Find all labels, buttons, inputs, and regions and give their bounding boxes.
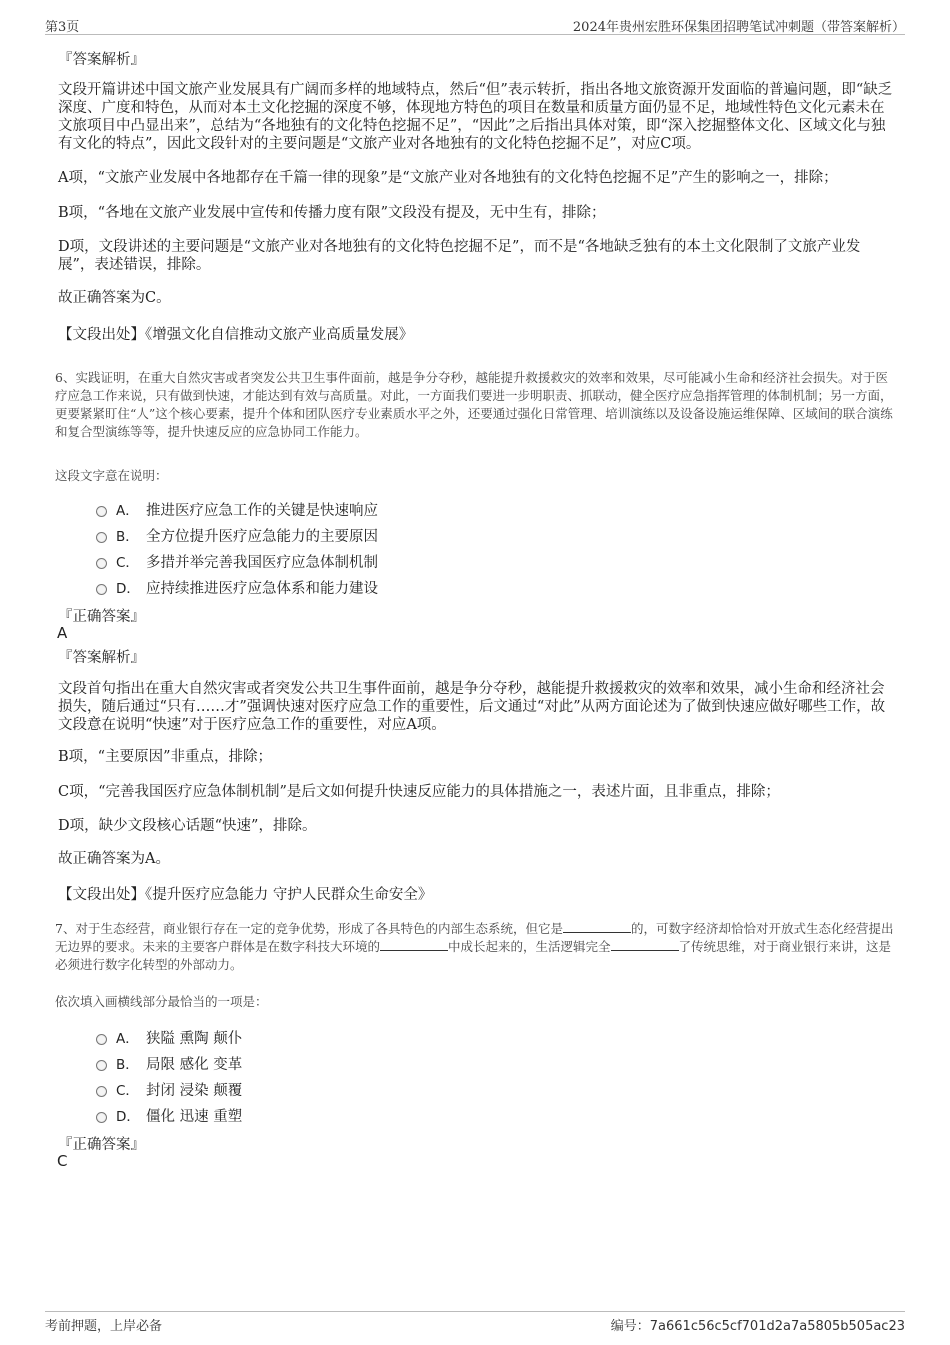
question-7-option-a[interactable]: A． 狭隘 熏陶 颠仆	[96, 1028, 242, 1046]
question-7-option-b[interactable]: B． 局限 感化 变革	[96, 1054, 242, 1072]
document-title: 2024年贵州宏胜环保集团招聘笔试冲刺题（带答案解析）	[572, 20, 905, 35]
correct-answer: C	[57, 1152, 68, 1170]
fill-blank-1	[563, 920, 631, 933]
question-6-option-c[interactable]: C． 多措并举完善我国医疗应急体制机制	[96, 552, 378, 570]
fill-blank-3	[611, 938, 679, 951]
radio-icon[interactable]	[96, 558, 107, 569]
analysis-tag: 『答案解析』	[58, 52, 145, 68]
correct-answer-tag: 『正确答案』	[58, 1137, 145, 1153]
page-number: 第3页	[45, 20, 80, 35]
question-6-text: 6、实践证明，在重大自然灾害或者突发公共卫生事件面前，越是争分夺秒，越能提升救援救灾的效率和效果，尽可能减小生命和经济社会损失。对于医疗应急工作来说，只有做到快速，才能达到有效与高质量。对此，一方面我们要进一步明职责、抓联动，健全医疗应急指挥管理的体制机制；另一方面，更要紧紧盯住“人”这个核心要素，提升个体和团队医疗专业素质水平之外，还要通过强化日常管理、培训演练以及设备设施运维保障、区域间的联合演练和复合型演练等等，提升快速反应的应急协同工作能力。	[55, 370, 893, 439]
analysis-paragraph: 文段开篇讲述中国文旅产业发展具有广阔而多样的地域特点，然后“但”表示转折，指出各地文旅资源开发面临的普遍问题，即“缺乏深度、广度和特色，从而对本土文化挖掘的深度不够，体现地方特色的项目在数量和质量方面仍显不足，地域性特色文化元素未在文旅项目中凸显出来”，总结为“各地独有的文化特色挖掘不足”，“因此”之后指出具体对策，即“深入挖掘整体文化、区域文化与独有文化的特点”，因此文段针对的主要问题是“文旅产业对各地独有的文化特色挖掘不足”，对应C项。	[58, 82, 893, 152]
question-7-option-c[interactable]: C． 封闭 浸染 颠覆	[96, 1080, 242, 1098]
question-7-option-d[interactable]: D． 僵化 迅速 重塑	[96, 1106, 242, 1124]
question-6-option-d[interactable]: D． 应持续推进医疗应急体系和能力建设	[96, 578, 378, 596]
option-b-analysis: B项，“主要原因”非重点，排除；	[58, 749, 272, 765]
radio-icon[interactable]	[96, 532, 107, 543]
question-7-text: 7、对于生态经营，商业银行存在一定的竞争优势，形成了各具特色的内部生态系统，但它是 的，可数字经济却恰恰对开放式生态化经营提出无边界的要求。未来的主要客户群体是在数字科技大环境的 中成长起来的，生活逻辑完全 了传统思维，对于商业银行来讲，这是必须进行数字化转型的外部动力。	[55, 921, 894, 972]
radio-icon[interactable]	[96, 506, 107, 517]
fill-blank-2	[380, 938, 448, 951]
footer-slogan: 考前押题，上岸必备	[45, 1319, 163, 1334]
radio-icon[interactable]	[96, 1112, 107, 1123]
option-c-analysis: C项，“完善我国医疗应急体制机制”是后文如何提升快速反应能力的具体措施之一，表述片面，且非重点，排除；	[58, 784, 780, 800]
correct-answer: A	[57, 624, 68, 642]
source-citation: 【文段出处】《提升医疗应急能力 守护人民群众生命安全》	[58, 887, 433, 903]
conclusion: 故正确答案为A。	[58, 851, 170, 867]
question-6-option-b[interactable]: B． 全方位提升医疗应急能力的主要原因	[96, 526, 378, 544]
option-d-analysis: D项，缺少文段核心话题“快速”，排除。	[58, 818, 317, 834]
question-6-option-a[interactable]: A． 推进医疗应急工作的关键是快速响应	[96, 500, 378, 518]
question-6-prompt: 这段文字意在说明：	[55, 468, 168, 483]
radio-icon[interactable]	[96, 1086, 107, 1097]
radio-icon[interactable]	[96, 1034, 107, 1045]
correct-answer-tag: 『正确答案』	[58, 609, 145, 625]
radio-icon[interactable]	[96, 1060, 107, 1071]
question-7-prompt: 依次填入画横线部分最恰当的一项是：	[55, 994, 268, 1009]
page-header	[45, 14, 905, 35]
page-footer	[45, 1311, 905, 1334]
radio-icon[interactable]	[96, 584, 107, 595]
conclusion: 故正确答案为C。	[58, 290, 171, 306]
analysis-tag: 『答案解析』	[58, 650, 145, 666]
analysis-paragraph: 文段首句指出在重大自然灾害或者突发公共卫生事件面前，越是争分夺秒，越能提升救援救灾的效率和效果，减小生命和经济社会损失，随后通过“只有……才”强调快速对医疗应急工作的重要性，后文通过“对此”从两方面论述为了做到快速应做好哪些工作，故文段意在说明“快速”对于医疗应急工作的重要性，对应A项。	[58, 681, 886, 733]
option-d-analysis: D项，文段讲述的主要问题是“文旅产业对各地独有的文化特色挖掘不足”，而不是“各地缺乏独有的本土文化限制了文旅产业发展”，表述错误，排除。	[58, 239, 861, 273]
document-code: 编号：7a661c56c5cf701d2a7a5805b505ac23	[610, 1319, 905, 1334]
option-a-analysis: A项，“文旅产业发展中各地都存在千篇一律的现象”是“文旅产业对各地独有的文化特色挖掘不足”产生的影响之一，排除；	[58, 170, 838, 186]
source-citation: 【文段出处】《增强文化自信推动文旅产业高质量发展》	[58, 327, 414, 343]
option-b-analysis: B项，“各地在文旅产业发展中宣传和传播力度有限”文段没有提及，无中生有，排除；	[58, 205, 606, 221]
